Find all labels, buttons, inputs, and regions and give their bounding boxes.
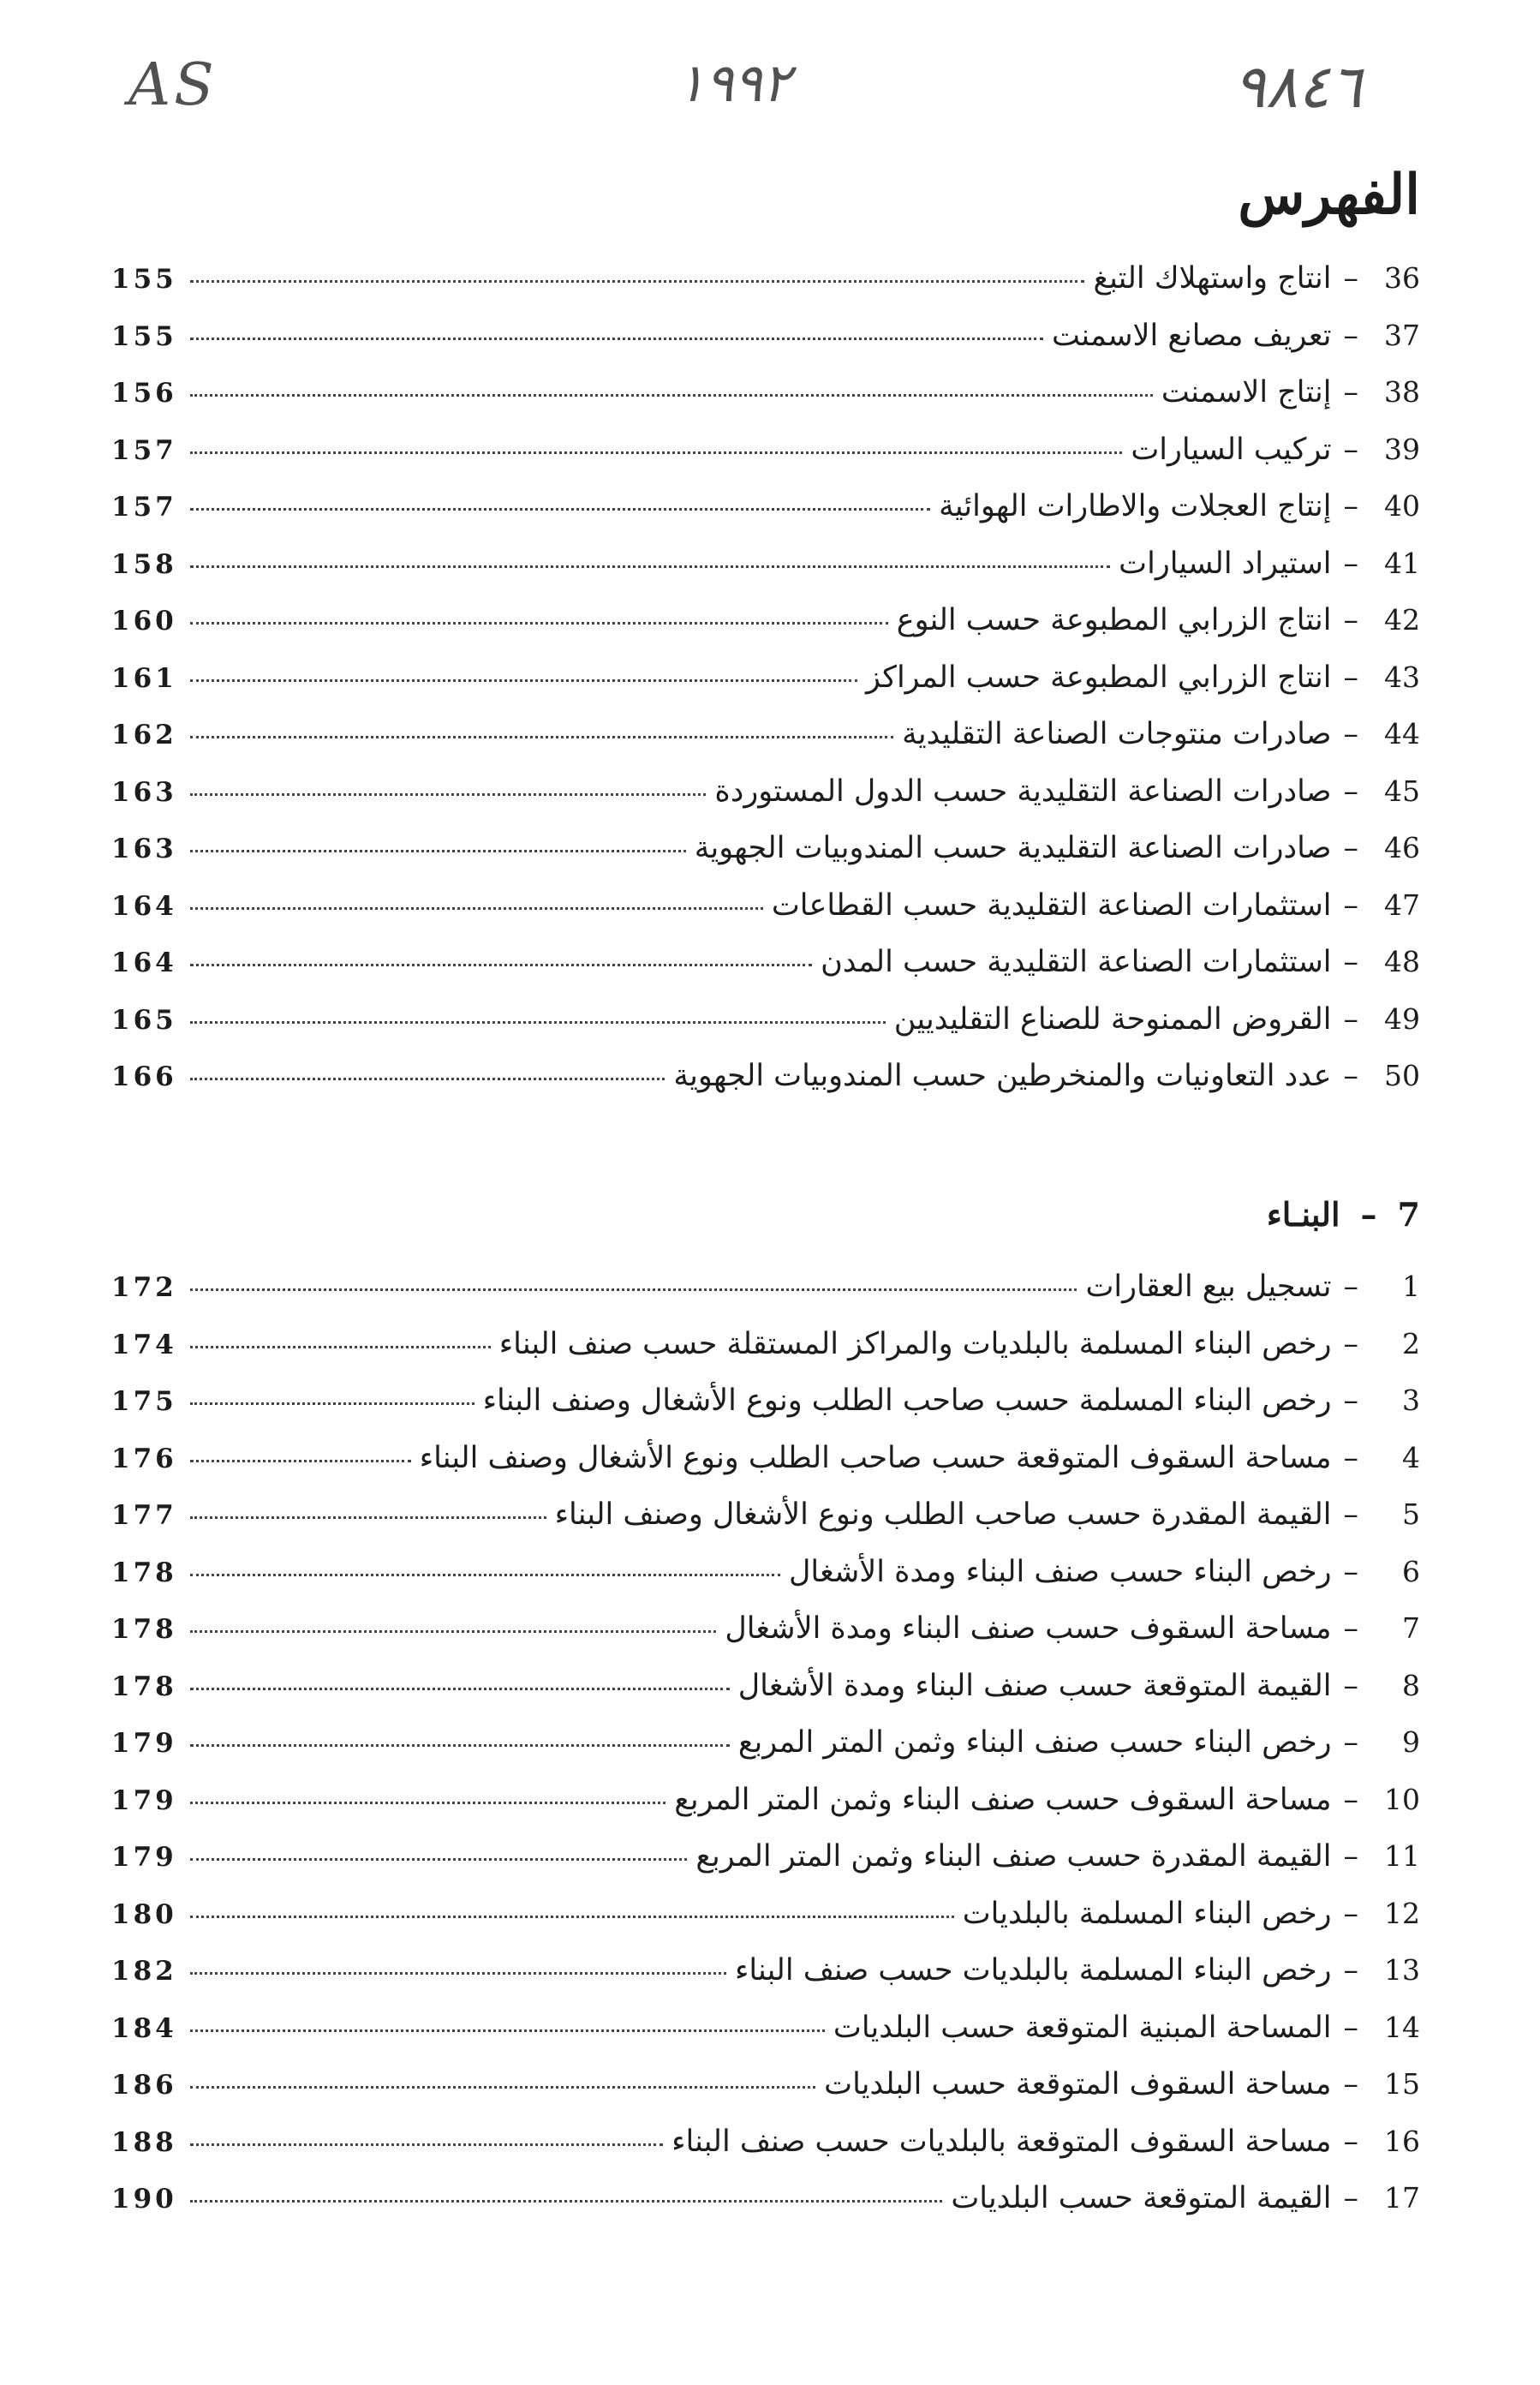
dot-leader [190, 1460, 411, 1462]
entry-number: 45 [1384, 774, 1420, 808]
entry-dash: – [1343, 489, 1358, 523]
toc-entry [111, 1783, 1420, 1840]
entry-dash: – [1343, 831, 1358, 865]
entry-page-number: 178 [111, 1557, 177, 1588]
handwritten-mark-right: ٩٨٤٦ [1233, 51, 1363, 122]
dot-leader [190, 1078, 665, 1080]
entry-title: رخص البناء المسلمة بالبلديات حسب صنف البناء [734, 1953, 1332, 1988]
entry-page-number: 164 [111, 890, 177, 922]
entry-page-number: 175 [111, 1386, 177, 1417]
entry-dash: – [1343, 888, 1358, 923]
entry-title: صادرات الصناعة التقليدية حسب المندوبيات الجهوية [694, 831, 1332, 865]
dot-leader [190, 2200, 942, 2203]
entry-page-number: 174 [111, 1329, 177, 1360]
entry-page-number: 166 [111, 1061, 177, 1092]
toc-entry [111, 1897, 1420, 1954]
entry-page-number: 178 [111, 1671, 177, 1702]
toc-entry [111, 261, 1420, 319]
toc-title: الفهرس [1238, 163, 1420, 227]
dot-leader [190, 964, 812, 966]
entry-title: مساحة السقوف المتوقعة حسب صاحب الطلب ونوع الأشغال وصنف البناء [419, 1440, 1332, 1475]
entry-number: 8 [1402, 1668, 1420, 1702]
dot-leader [190, 907, 763, 910]
entry-title: انتاج واستهلاك التبغ [1093, 261, 1332, 296]
entry-title: القروض الممنوحة للصناع التقليديين [893, 1001, 1332, 1037]
entry-page-number: 165 [111, 1004, 177, 1036]
entry-title: استيراد السيارات [1119, 546, 1332, 581]
entry-title: إنتاج العجلات والاطارات الهوائية [939, 489, 1332, 523]
entry-page-number: 156 [111, 378, 177, 409]
dot-leader [190, 850, 686, 852]
entry-dash: – [1343, 1059, 1358, 1093]
entry-page-number: 176 [111, 1443, 177, 1474]
entry-number: 44 [1384, 717, 1420, 750]
entry-dash: – [1343, 717, 1358, 751]
toc-entry [111, 1555, 1420, 1612]
toc-entry [111, 2011, 1420, 2068]
entry-number: 39 [1384, 432, 1420, 466]
entry-page-number: 188 [111, 2126, 177, 2158]
toc-entry [111, 1669, 1420, 1726]
toc-entry [111, 1497, 1420, 1555]
entry-dash: – [1343, 2181, 1358, 2215]
dot-leader [190, 565, 1110, 568]
dot-leader [190, 1346, 491, 1348]
entry-title: رخص البناء المسلمة بالبلديات والمراكز المستقلة حسب صنف البناء [498, 1326, 1332, 1361]
toc-entry [111, 1270, 1420, 1327]
entry-number: 36 [1384, 261, 1420, 295]
dot-leader [190, 1802, 666, 1804]
entry-number: 42 [1384, 603, 1420, 637]
entry-title: القيمة المقدرة حسب صاحب الطلب ونوع الأشغال وصنف البناء [554, 1497, 1332, 1532]
section-title: البنـاء [1266, 1195, 1340, 1234]
entry-number: 37 [1384, 318, 1420, 352]
toc-entry [111, 603, 1420, 661]
entry-number: 4 [1402, 1440, 1420, 1474]
toc-entry [111, 1327, 1420, 1384]
toc-list-section-6 [111, 261, 1420, 1116]
toc-entry [111, 888, 1420, 946]
toc-entry [111, 831, 1420, 888]
handwritten-mark-left: AS [128, 51, 218, 119]
toc-entry [111, 433, 1420, 490]
dot-leader [190, 1021, 886, 1024]
entry-title: المساحة المبنية المتوقعة حسب البلديات [833, 2010, 1332, 2045]
dot-leader [190, 280, 1084, 283]
toc-entry [111, 489, 1420, 547]
entry-page-number: 184 [111, 2012, 177, 2044]
entry-page-number: 157 [111, 492, 177, 523]
entry-number: 40 [1384, 489, 1420, 523]
entry-page-number: 162 [111, 720, 177, 750]
entry-dash: – [1343, 432, 1358, 467]
toc-entry [111, 1953, 1420, 2011]
entry-number: 6 [1402, 1554, 1420, 1588]
entry-page-number: 178 [111, 1614, 177, 1645]
entry-title: انتاج الزرابي المطبوعة حسب المراكز [865, 660, 1332, 695]
entry-dash: – [1343, 774, 1358, 809]
entry-number: 46 [1384, 831, 1420, 864]
entry-dash: – [1343, 546, 1358, 581]
dot-leader [190, 451, 1122, 454]
entry-title: القيمة المتوقعة حسب صنف البناء ومدة الأشغال [737, 1668, 1332, 1703]
entry-page-number: 163 [111, 834, 177, 864]
entry-dash: – [1343, 375, 1358, 409]
section-number: 7 [1397, 1195, 1420, 1234]
entry-page-number: 160 [111, 606, 177, 637]
toc-entry [111, 1002, 1420, 1060]
entry-dash: – [1343, 945, 1358, 979]
entry-dash: – [1343, 1611, 1358, 1646]
dot-leader [190, 1916, 954, 1918]
entry-dash: – [1343, 1953, 1358, 1988]
toc-entry [111, 2181, 1420, 2239]
entry-page-number: 155 [111, 320, 177, 352]
entry-title: تسجيل بيع العقارات [1085, 1270, 1332, 1304]
toc-list-section-7 [111, 1270, 1420, 2239]
toc-entry [111, 945, 1420, 1002]
dot-leader [190, 2029, 825, 2032]
entry-page-number: 179 [111, 1842, 177, 1873]
entry-title: مساحة السقوف المتوقعة بالبلديات حسب صنف البناء [672, 2124, 1332, 2159]
entry-page-number: 190 [111, 2184, 177, 2215]
entry-title: تركيب السيارات [1131, 432, 1332, 467]
toc-entry [111, 547, 1420, 604]
entry-title: مساحة السقوف حسب صنف البناء ومدة الأشغال [725, 1611, 1332, 1646]
entry-number: 38 [1384, 375, 1420, 409]
entry-page-number: 177 [111, 1500, 177, 1531]
dot-leader [190, 1688, 730, 1690]
entry-number: 11 [1384, 1839, 1420, 1873]
entry-number: 14 [1384, 2010, 1420, 2044]
entry-title: رخص البناء المسلمة حسب صاحب الطلب ونوع الأشغال وصنف البناء [482, 1384, 1332, 1418]
toc-entry [111, 774, 1420, 832]
entry-dash: – [1343, 2067, 1358, 2101]
entry-page-number: 155 [111, 264, 177, 295]
toc-entry [111, 717, 1420, 774]
entry-number: 15 [1384, 2067, 1420, 2101]
entry-title: انتاج الزرابي المطبوعة حسب النوع [896, 603, 1332, 637]
section-heading-construction [1267, 1195, 1420, 1234]
entry-page-number: 179 [111, 1728, 177, 1759]
entry-number: 17 [1384, 2181, 1420, 2215]
entry-number: 9 [1402, 1725, 1420, 1759]
entry-dash: – [1343, 1384, 1358, 1418]
entry-page-number: 157 [111, 434, 177, 466]
entry-page-number: 179 [111, 1784, 177, 1816]
entry-page-number: 180 [111, 1898, 177, 1930]
dot-leader [190, 793, 706, 796]
entry-title: عدد التعاونيات والمنخرطين حسب المندوبيات الجهوية [673, 1059, 1332, 1093]
entry-dash: – [1343, 1001, 1358, 1037]
dot-leader [190, 394, 1153, 397]
dot-leader [190, 1574, 780, 1576]
dot-leader [190, 1516, 546, 1519]
dot-leader [190, 622, 888, 625]
entry-title: القيمة المقدرة حسب صنف البناء وثمن المتر المربع [695, 1839, 1332, 1874]
entry-page-number: 164 [111, 947, 177, 978]
entry-title: إنتاج الاسمنت [1161, 375, 1332, 409]
entry-dash: – [1343, 1896, 1358, 1931]
entry-number: 1 [1402, 1270, 1420, 1303]
entry-number: 13 [1384, 1953, 1420, 1987]
entry-dash: – [1343, 1440, 1358, 1475]
entry-dash: – [1343, 2010, 1358, 2045]
entry-page-number: 182 [111, 1956, 177, 1987]
entry-title: رخص البناء المسلمة بالبلديات [962, 1896, 1332, 1931]
entry-dash: – [1343, 660, 1358, 695]
entry-number: 49 [1384, 1001, 1420, 1036]
entry-title: صادرات الصناعة التقليدية حسب الدول المستوردة [714, 774, 1332, 809]
dot-leader [190, 736, 893, 738]
dot-leader [190, 2086, 815, 2089]
toc-entry [111, 1611, 1420, 1669]
entry-title: رخص البناء حسب صنف البناء ومدة الأشغال [788, 1554, 1332, 1589]
dot-leader [190, 1402, 475, 1405]
entry-title: صادرات منتوجات الصناعة التقليدية [902, 717, 1332, 751]
entry-dash: – [1343, 603, 1358, 637]
section-dash: – [1360, 1195, 1377, 1234]
entry-dash: – [1343, 1326, 1358, 1361]
entry-number: 3 [1402, 1384, 1420, 1417]
dot-leader [190, 1630, 716, 1633]
dot-leader [190, 1972, 726, 1975]
entry-title: تعريف مصانع الاسمنت [1052, 318, 1332, 353]
entry-dash: – [1343, 1839, 1358, 1874]
entry-page-number: 163 [111, 776, 177, 808]
entry-dash: – [1343, 1497, 1358, 1532]
entry-number: 50 [1384, 1059, 1420, 1092]
entry-dash: – [1343, 261, 1358, 296]
entry-number: 43 [1384, 660, 1420, 694]
dot-leader [190, 1288, 1077, 1291]
toc-entry [111, 375, 1420, 433]
toc-entry [111, 1059, 1420, 1116]
entry-number: 16 [1384, 2124, 1420, 2158]
entry-title: رخص البناء حسب صنف البناء وثمن المتر المربع [737, 1725, 1332, 1760]
entry-title: القيمة المتوقعة حسب البلديات [951, 2181, 1332, 2215]
entry-number: 5 [1402, 1497, 1420, 1531]
dot-leader [190, 679, 857, 682]
entry-page-number: 161 [111, 662, 177, 694]
toc-entry [111, 2067, 1420, 2125]
entry-dash: – [1343, 2124, 1358, 2159]
entry-dash: – [1343, 1725, 1358, 1760]
entry-dash: – [1343, 318, 1358, 353]
toc-entry [111, 661, 1420, 718]
entry-dash: – [1343, 1270, 1358, 1304]
toc-entry [111, 1839, 1420, 1897]
entry-page-number: 186 [111, 2070, 177, 2101]
toc-entry [111, 1725, 1420, 1783]
entry-title: استثمارات الصناعة التقليدية حسب القطاعات [771, 888, 1332, 923]
toc-entry [111, 1441, 1420, 1498]
toc-entry [111, 1384, 1420, 1441]
dot-leader [190, 1858, 687, 1861]
entry-number: 10 [1384, 1782, 1420, 1816]
entry-page-number: 172 [111, 1272, 177, 1303]
entry-number: 2 [1402, 1326, 1420, 1360]
entry-number: 12 [1384, 1896, 1420, 1930]
toc-entry [111, 2125, 1420, 2182]
entry-number: 47 [1384, 888, 1420, 922]
entry-title: مساحة السقوف المتوقعة حسب البلديات [824, 2067, 1332, 2101]
entry-title: استثمارات الصناعة التقليدية حسب المدن [821, 945, 1332, 979]
entry-page-number: 158 [111, 548, 177, 580]
entry-number: 48 [1384, 945, 1420, 978]
dot-leader [190, 2143, 663, 2146]
handwritten-mark-center: ١٩٩٢ [677, 51, 791, 114]
dot-leader [190, 338, 1043, 340]
entry-number: 41 [1384, 546, 1420, 580]
dot-leader [190, 1744, 730, 1747]
entry-dash: – [1343, 1668, 1358, 1703]
entry-dash: – [1343, 1782, 1358, 1817]
entry-title: مساحة السقوف حسب صنف البناء وثمن المتر المربع [674, 1782, 1332, 1817]
entry-dash: – [1343, 1554, 1358, 1589]
entry-number: 7 [1402, 1611, 1420, 1645]
toc-entry [111, 319, 1420, 376]
dot-leader [190, 508, 930, 511]
